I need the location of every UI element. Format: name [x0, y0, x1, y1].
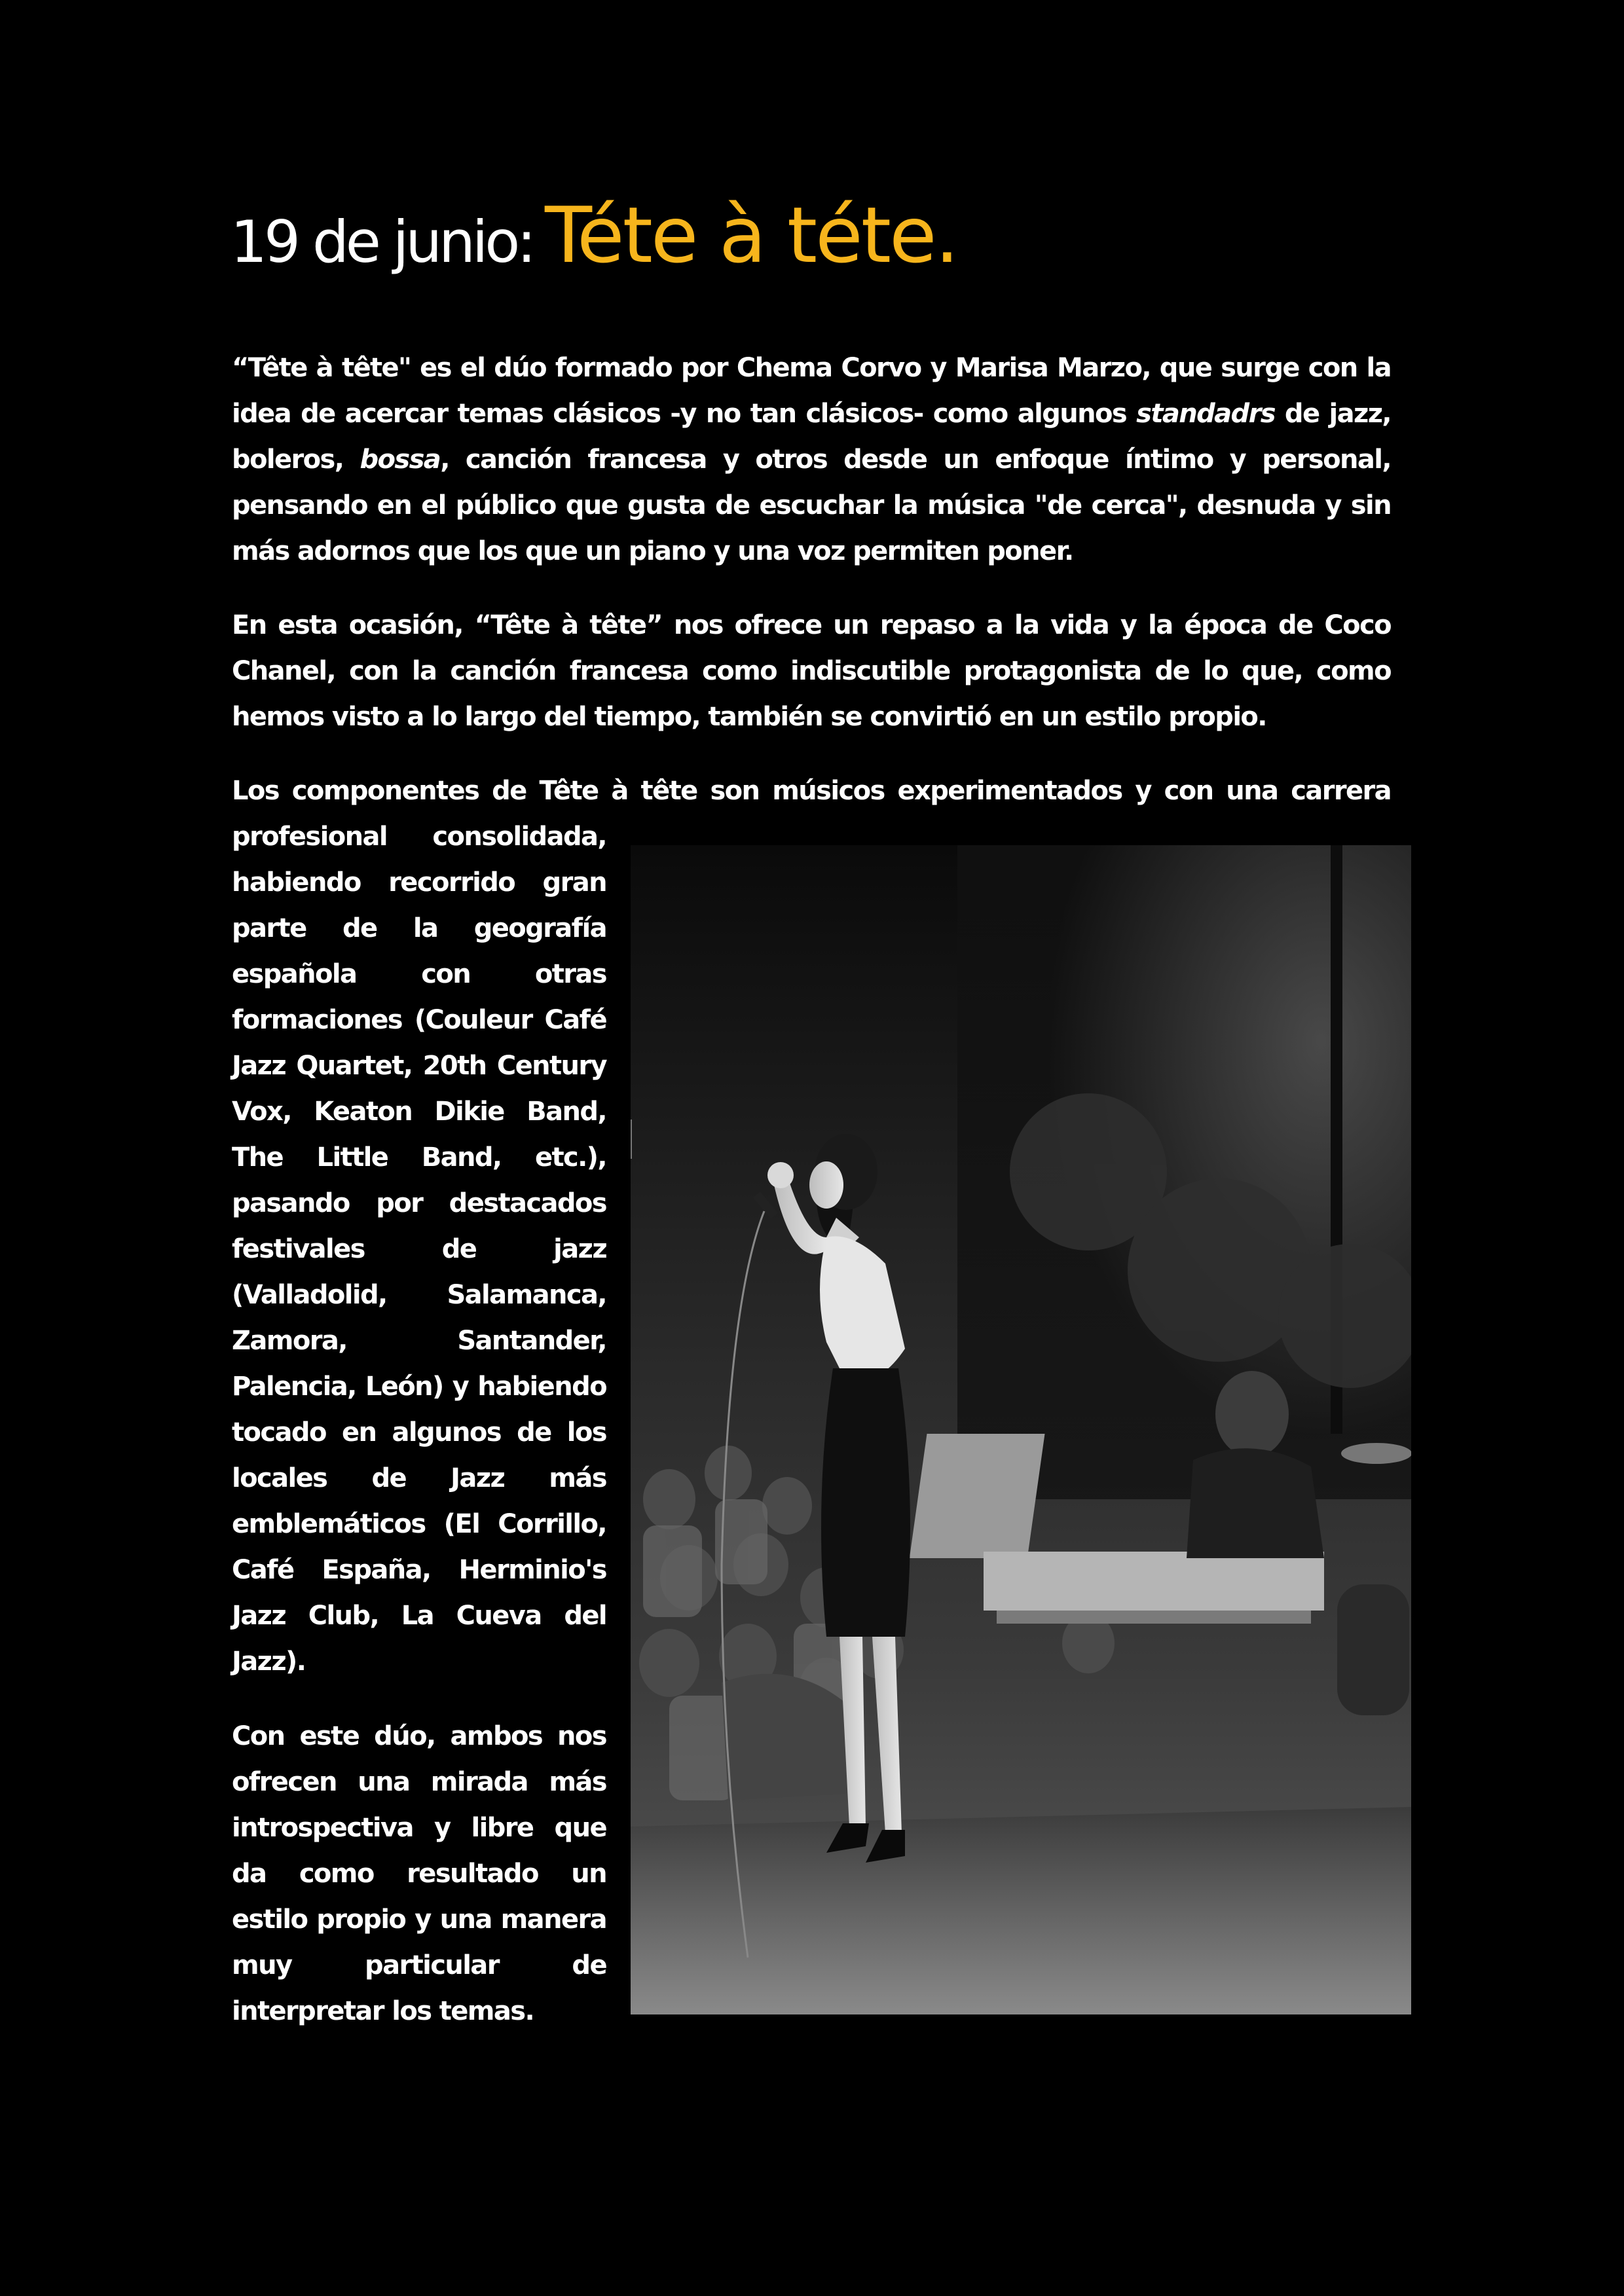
paragraph-duo: Con este dúo, ambos nos ofrecen una mirada más introspectiva y libre que da como resultado un estilo propio y una manera muy particular de interpretar los temas. [232, 1721, 606, 2026]
paragraph-members: profesional consolidada, habiendo recorrido gran parte de la geografía española con otras formaciones (Couleur Café Jazz Quartet, 20th Century Vox, Keaton Dikie Band, The Little Band, etc.), pasando por destacados festivales de jazz (Valladolid, Salamanca, Zamora, Santander, Palencia, León) y habiendo tocado en algunos de los locales de Jazz más emblemáticos (El Corrillo, Café España, Herminio's Jazz Club, La Cueva del Jazz). [232, 822, 606, 1677]
concert-photo [630, 845, 1412, 2015]
paragraph-intro-emphasis-1: standadrs [1136, 399, 1275, 429]
paragraph-members-lead: Los componentes de Tête à tête son músicos experimentados y con una carrera [232, 776, 1391, 806]
paragraph-intro-emphasis-2: bossa [360, 445, 441, 475]
event-date: 19 de junio: [231, 208, 533, 276]
event-name: Téte à téte. [545, 190, 958, 280]
paragraph-intro-text-3: , canción francesa y otros desde un enfoque íntimo y personal, pensando en el público que gusta de escuchar la música "de cerca", desnuda y sin más adornos que los que un piano y una voz permiten poner. [232, 445, 1391, 566]
paragraph-intro [232, 345, 1391, 574]
page-title [231, 190, 958, 280]
paragraph-occasion: En esta ocasión, “Tête à tête” nos ofrece un repaso a la vida y la época de Coco Chanel, con la canción francesa como indiscutible protagonista de lo que, como hemos visto a lo largo del tiempo, también se convirtió en un estilo propio. [232, 610, 1391, 732]
concert-photo-image [630, 845, 1412, 2015]
paragraph-intro-text-2: de jazz, boleros, [232, 399, 1391, 475]
paragraph-intro-text-1: “Tête à tête" es el dúo formado por Chema Corvo y Marisa Marzo, que surge con la idea de acercar temas clásicos -y no tan clásicos- como algunos [232, 353, 1391, 429]
